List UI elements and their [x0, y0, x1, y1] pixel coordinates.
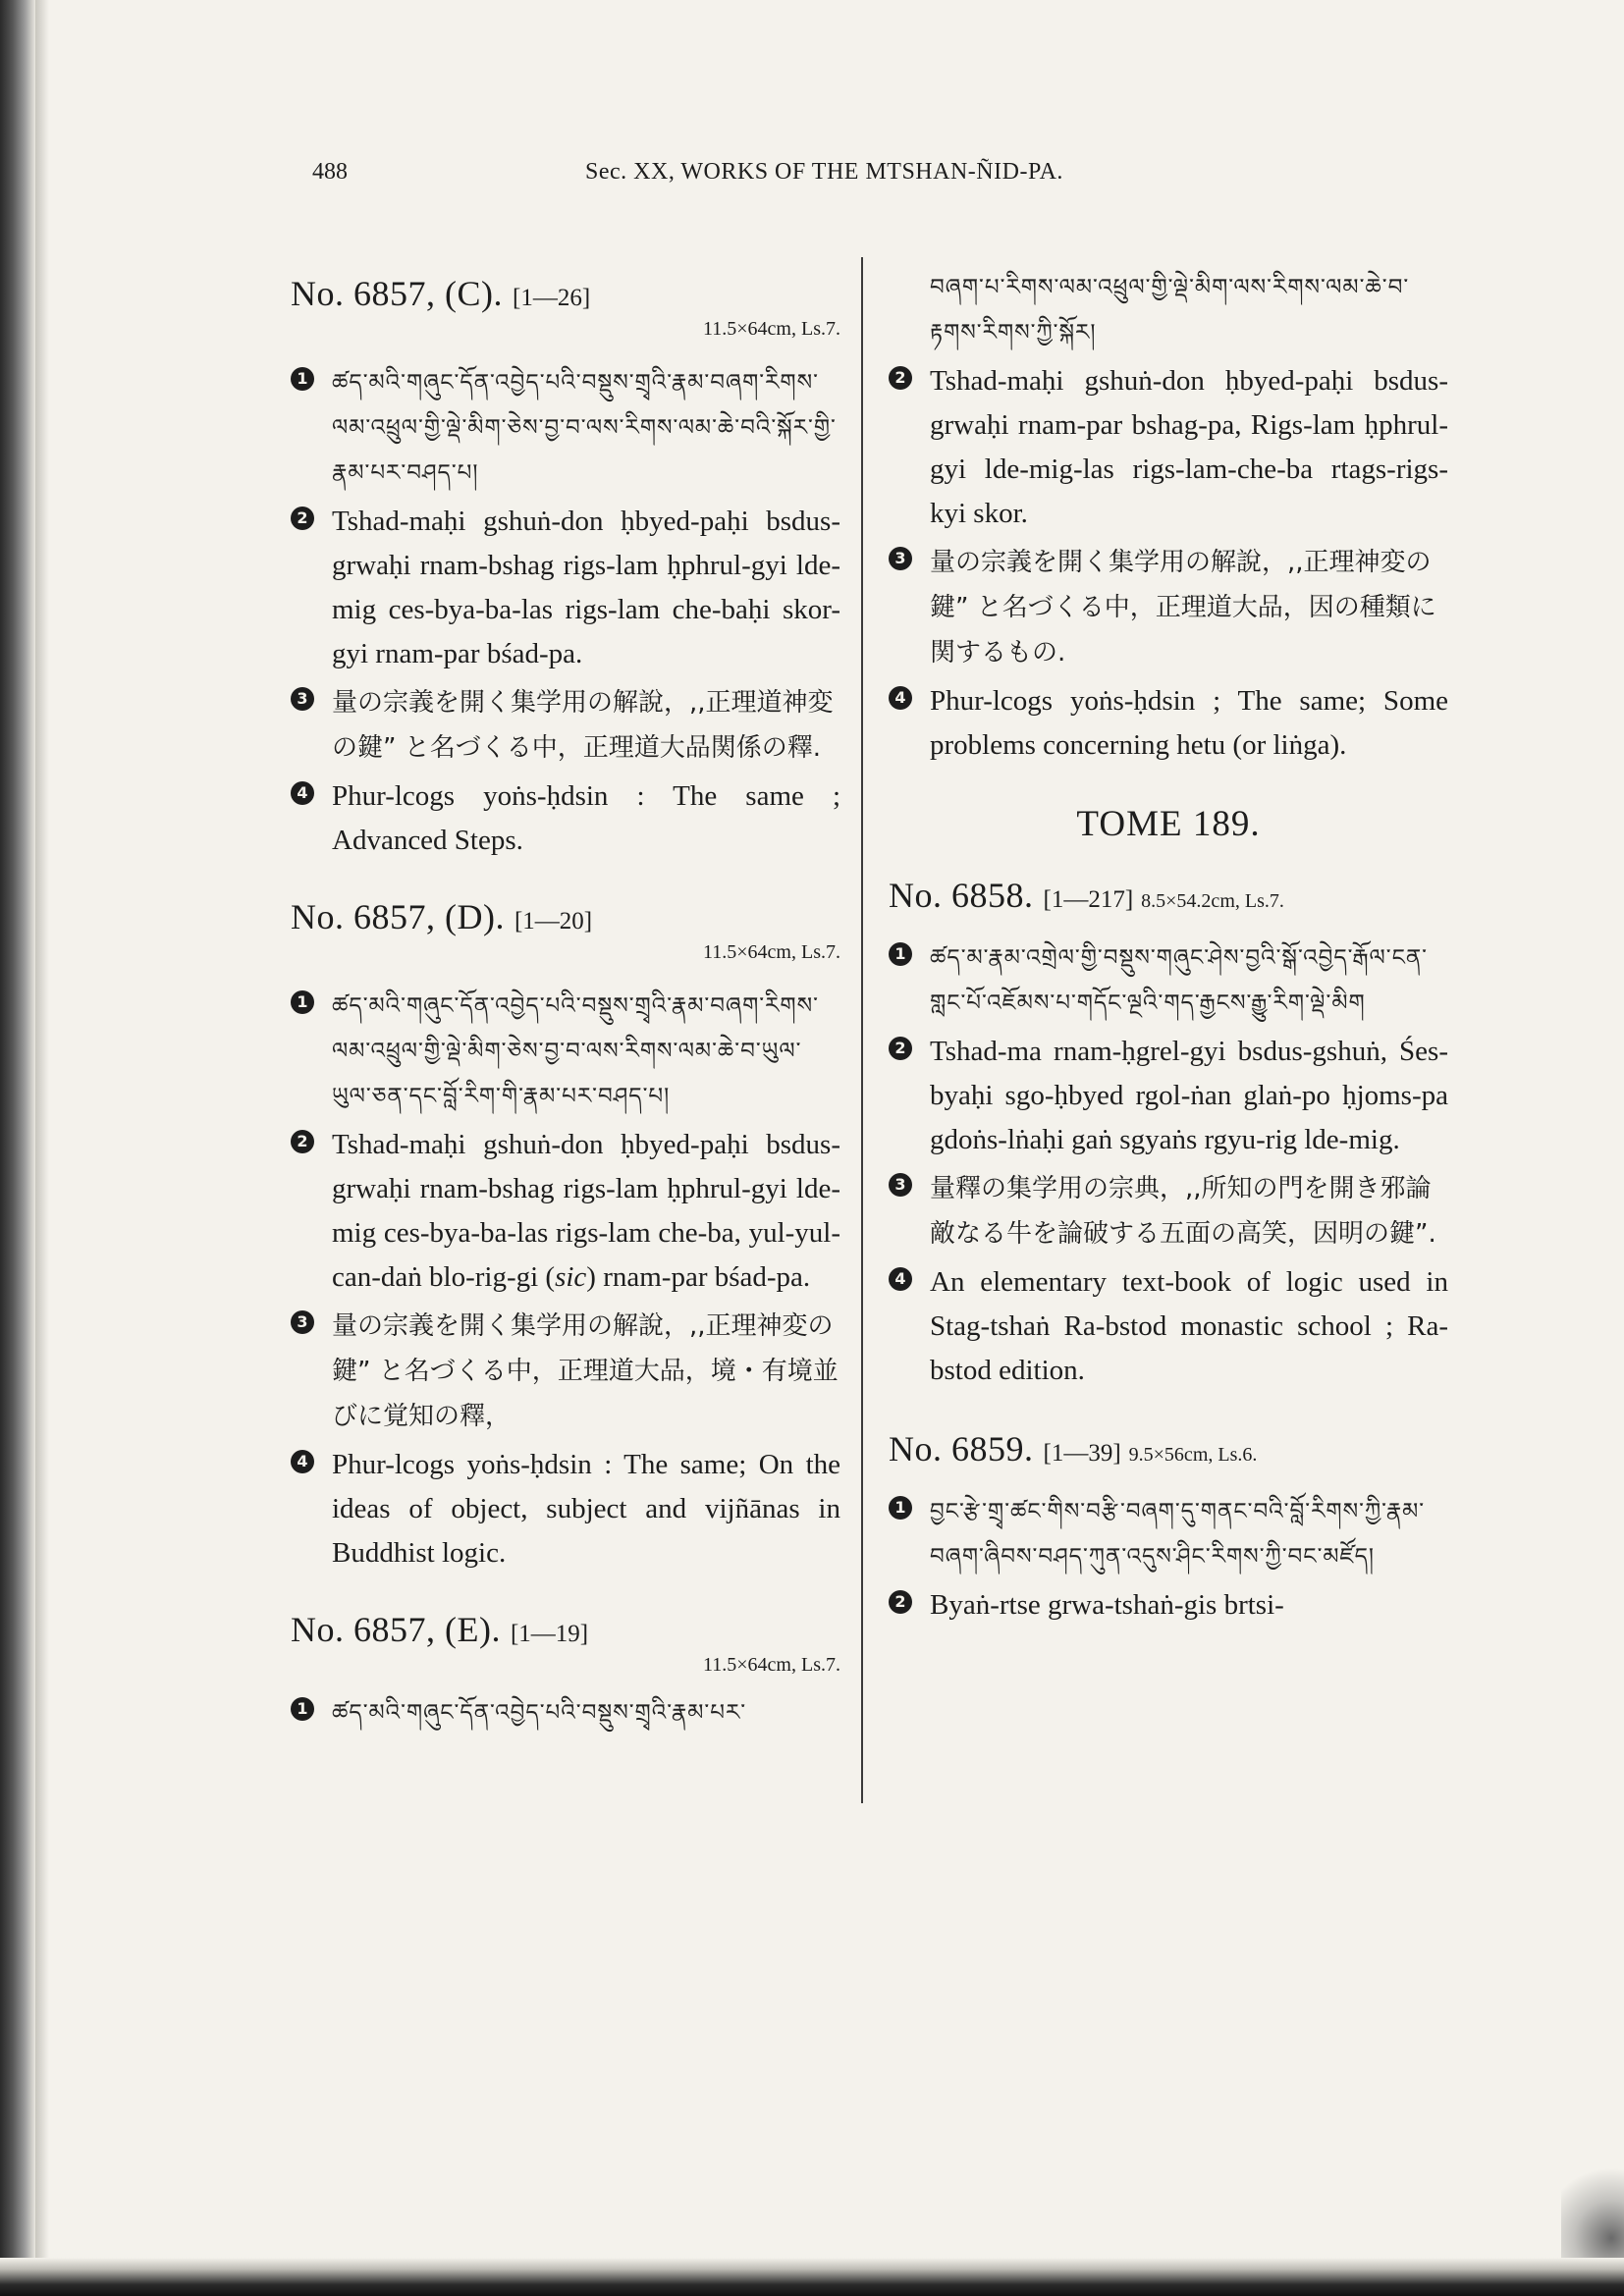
entry-number: No. 6857, (D). [291, 897, 505, 936]
entry-number: No. 6857, (E). [291, 1610, 501, 1649]
tibetan-title [291, 984, 840, 1119]
folio-range: [1—39] [1043, 1440, 1121, 1467]
entry-6857-c [291, 273, 840, 863]
marker-3-icon: 3 [291, 1310, 314, 1334]
romanized-text: Tshad-maḥi gshuṅ-don ḥbyed-paḥi bsdus-grwaḥi rnam-bshag rigs-lam ḥphrul-gyi lde-mig ces-bya-ba-las rigs-lam che-baḥi skor-gyi rnam-par bśad-pa. [332, 506, 840, 669]
japanese-title [889, 1166, 1448, 1256]
english-text: Phur-lcogs yoṅs-ḥdsin ; The same; Some problems concerning hetu (or liṅga). [930, 685, 1448, 761]
running-head: Sec. XX, WORKS OF THE MTSHAN-ÑID-PA. [585, 159, 1063, 185]
marker-1-icon: 1 [291, 367, 314, 391]
scan-bottom-edge [0, 2258, 1624, 2296]
romanized-text: Tshad-ma rnam-ḥgrel-gyi bsdus-gshuṅ, Śes-byaḥi sgo-ḥbyed rgol-ṅan glaṅ-po ḥjoms-pa gdoṅs-lṅaḥi gaṅ sgyaṅs rgyu-rig lde-mig. [930, 1036, 1448, 1155]
entry-heading [889, 1428, 1448, 1468]
tibetan-text: ཚད་མའི་གཞུང་དོན་འབྱེད་པའི་བསྡུས་གྲྭའི་རྣམ་བཞག་རིགས་ལམ་འཕྲུལ་གྱི་ལྡེ་མིག་ཅེས་བྱ་བ་ལས་རིགས་ལམ་ཆེ་བ་ཡུལ་ཡུལ་ཅན་དང་བློ་རིག་གི་རྣམ་པར་བཤད་པ། [332, 993, 819, 1109]
format-size: 11.5×64cm, Ls.7. [703, 318, 840, 340]
english-text: An elementary text-book of logic used in Stag-tshaṅ Ra-bstod monastic school ; Ra-bstod edition. [930, 1266, 1448, 1386]
marker-1-icon: 1 [291, 990, 314, 1014]
marker-2-icon: 2 [291, 1130, 314, 1153]
english-note [889, 1260, 1448, 1393]
romanized-title [291, 1123, 840, 1300]
romanized-title [291, 500, 840, 676]
folio-range: [1—217] [1043, 886, 1134, 913]
tome-heading: TOME 189. [1076, 804, 1261, 844]
marker-4-icon: 4 [889, 1267, 912, 1291]
left-column [291, 265, 840, 1735]
binding-shadow [0, 0, 35, 2296]
right-column [889, 265, 1448, 1628]
japanese-title [291, 680, 840, 771]
marker-4-icon: 4 [291, 781, 314, 805]
romanized-text-b: ) rnam-par bśad-pa. [586, 1261, 811, 1293]
marker-1-icon: 1 [291, 1697, 314, 1721]
format-size: 8.5×54.2cm, Ls.7. [1141, 890, 1284, 912]
entry-6857-d [291, 896, 840, 1575]
marker-3-icon: 3 [889, 547, 912, 570]
folio-range: [1—20] [514, 908, 593, 934]
entry-6857-e [291, 1609, 840, 1735]
format-size: 9.5×56cm, Ls.6. [1128, 1444, 1258, 1466]
english-note [291, 774, 840, 863]
tibetan-title [291, 360, 840, 496]
entry-number: No. 6857, (C). [291, 274, 503, 313]
romanized-title [889, 359, 1448, 536]
entry-6857-e-continued [889, 265, 1448, 768]
entry-number: No. 6858. [889, 876, 1034, 915]
page-number: 488 [312, 159, 348, 185]
japanese-text: 量釋の集学用の宗典，,,所知の門を開き邪論敵なる牛を論破する五面の高笑，因明の鍵”. [930, 1174, 1436, 1249]
marker-1-icon: 1 [889, 942, 912, 966]
marker-1-icon: 1 [889, 1496, 912, 1520]
tibetan-text: ཚད་མའི་གཞུང་དོན་འབྱེད་པའི་བསྡུས་གྲྭའི་རྣམ་པར་ [332, 1700, 747, 1726]
japanese-text: 量の宗義を開く集学用の解說，,,正理道神変の鍵” と名づくる中，正理道大品関係の釋. [332, 688, 834, 763]
entry-6858 [889, 875, 1448, 1393]
format-size: 11.5×64cm, Ls.7. [703, 941, 840, 963]
romanized-title [889, 1583, 1448, 1628]
marker-4-icon: 4 [889, 686, 912, 710]
romanized-title [889, 1030, 1448, 1162]
entry-heading [291, 896, 840, 935]
entry-heading [889, 875, 1448, 914]
scan-corner-mark [1561, 2160, 1624, 2258]
entry-heading [291, 273, 840, 312]
japanese-title [889, 540, 1448, 675]
entry-heading [291, 1609, 840, 1648]
marker-4-icon: 4 [291, 1450, 314, 1473]
marker-3-icon: 3 [291, 687, 314, 711]
tibetan-text: ཚད་མའི་གཞུང་དོན་འབྱེད་པའི་བསྡུས་གྲྭའི་རྣམ་བཞག་རིགས་ལམ་འཕྲུལ་གྱི་ལྡེ་མིག་ཅེས་བྱ་བ་ལས་རིགས་ལམ་ཆེ་བའི་སྐོར་གྱི་རྣམ་པར་བཤད་པ། [332, 370, 837, 486]
entry-number: No. 6859. [889, 1429, 1034, 1468]
binding-edge [35, 0, 49, 2296]
marker-3-icon: 3 [889, 1173, 912, 1197]
marker-2-icon: 2 [889, 1037, 912, 1060]
english-note [291, 1443, 840, 1575]
english-note [889, 679, 1448, 768]
tibetan-text: བཞག་པ་རིགས་ལམ་འཕྲུལ་གྱི་ལྡེ་མིག་ལས་རིགས་ལམ་ཆེ་བ་རྟགས་རིགས་ཀྱི་སྐོར། [930, 275, 1410, 346]
entry-6859 [889, 1428, 1448, 1628]
tibetan-title [889, 1489, 1448, 1579]
marker-2-icon: 2 [889, 366, 912, 390]
romanized-text: Byaṅ-rtse grwa-tshaṅ-gis brtsi- [930, 1589, 1284, 1621]
folio-range: [1—26] [513, 285, 591, 311]
folio-range: [1—19] [510, 1621, 589, 1647]
romanized-text [332, 1123, 840, 1300]
sic-note: sic [555, 1261, 587, 1293]
marker-2-icon: 2 [291, 507, 314, 530]
english-text: Phur-lcogs yoṅs-ḥdsin : The same ; Advanced Steps. [332, 780, 840, 856]
tibetan-title [291, 1690, 840, 1735]
japanese-title [291, 1304, 840, 1439]
tibetan-text: ཚད་མ་རྣམ་འགྲེལ་གྱི་བསྡུས་གཞུང་ཤེས་བྱའི་སྒོ་འབྱེད་རྒོལ་ངན་གླང་པོ་འཇོམས་པ་གདོང་ལྔའི་གད་རྒྱངས་རྒྱུ་རིག་ལྡེ་མིག [930, 945, 1429, 1016]
romanized-text-a: Tshad-maḥi gshuṅ-don ḥbyed-paḥi bsdus-grwaḥi rnam-bshag rigs-lam ḥphrul-gyi lde-mig ces-bya-ba-las rigs-lam che-ba, yul-yul-can-daṅ blo-rig-gi ( [332, 1129, 840, 1293]
column-divider [861, 257, 863, 1803]
japanese-text: 量の宗義を開く集学用の解說，,,正理神変の鍵” と名づくる中，正理道大品，境・有境並びに覚知の釋， [332, 1311, 839, 1431]
format-size: 11.5×64cm, Ls.7. [703, 1654, 840, 1676]
english-text: Phur-lcogs yoṅs-ḥdsin : The same; On the ideas of object, subject and vijñānas in Buddhist logic. [332, 1449, 840, 1569]
japanese-text: 量の宗義を開く集学用の解說，,,正理神変の鍵” と名づくる中，正理道大品，因の種類に関するもの. [930, 548, 1436, 667]
tibetan-title [889, 935, 1448, 1026]
romanized-text: Tshad-maḥi gshuṅ-don ḥbyed-paḥi bsdus-grwaḥi rnam-par bshag-pa, Rigs-lam ḥphrul-gyi lde-mig-las rigs-lam-che-ba rtags-rigs-kyi skor. [930, 365, 1448, 529]
tibetan-title-continued [889, 265, 1448, 355]
tibetan-text: བྱང་རྩེ་གྲྭ་ཚང་གིས་བརྩི་བཞག་དུ་གནང་བའི་བློ་རིགས་ཀྱི་རྣམ་བཞག་ཞིབས་བཤད་ཀུན་འདུས་ཤིང་རིགས་ཀྱི་བང་མཛོད། [930, 1499, 1426, 1570]
page-header [0, 159, 1624, 198]
marker-2-icon: 2 [889, 1590, 912, 1614]
